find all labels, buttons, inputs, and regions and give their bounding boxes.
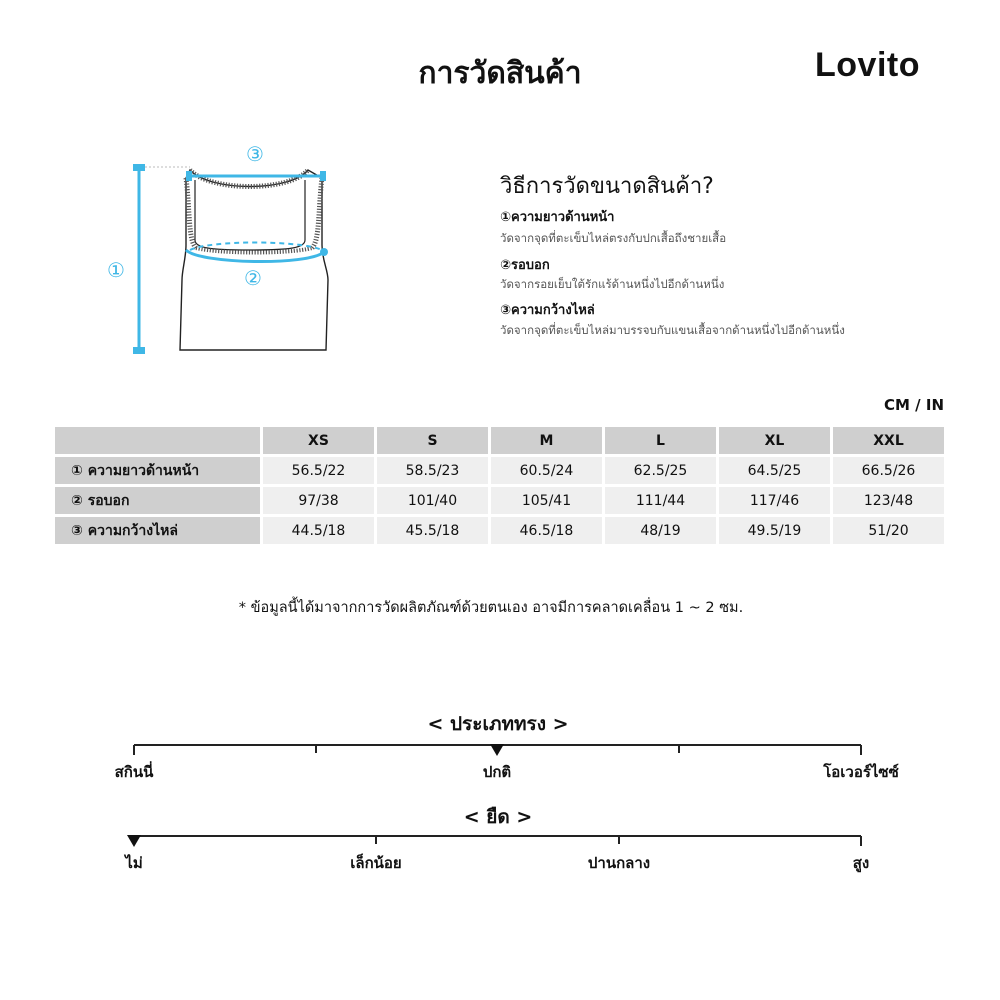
row-label: ② รอบอก [55,487,260,514]
marker-2: ② [244,266,262,290]
table-cell: 46.5/18 [491,517,602,544]
size-header: L [605,427,716,454]
table-cell: 58.5/23 [377,457,488,484]
guide-desc-length: วัดจากจุดที่ตะเข็บไหล่ตรงกับปกเสื้อถึงชายเสื้อ [500,231,727,245]
page-title: การวัดสินค้า [418,56,582,91]
table-cell: 51/20 [833,517,944,544]
guide-item-length: ①ความยาวด้านหน้า [500,210,615,225]
table-cell: 48/19 [605,517,716,544]
table-cell: 64.5/25 [719,457,830,484]
size-header: XS [263,427,374,454]
row-label: ③ ความกว้างไหล่ [55,517,260,544]
table-cell: 105/41 [491,487,602,514]
unit-label: CM / IN [884,396,944,414]
fit-label-skinny: สกินนี่ [114,763,154,781]
guide-item-shoulder: ③ความกว้างไหล่ [500,303,595,318]
table-cell: 117/46 [719,487,830,514]
stretch-label-high: สูง [852,854,870,872]
size-header: M [491,427,602,454]
row-label: ① ความยาวด้านหน้า [55,457,260,484]
fit-label-oversize: โอเวอร์ไซซ์ [823,763,899,781]
stretch-label-medium: ปานกลาง [587,854,651,872]
table-cell: 111/44 [605,487,716,514]
table-cell: 60.5/24 [491,457,602,484]
size-header: XXL [833,427,944,454]
fit-scale-title: < ประเภททรง > [427,713,569,735]
stretch-indicator-icon [127,835,141,847]
marker-3: ③ [246,142,264,166]
size-header: S [377,427,488,454]
table-cell: 123/48 [833,487,944,514]
table-row [55,517,944,544]
size-table [52,424,947,547]
table-header-row [55,427,944,454]
table-cell: 49.5/19 [719,517,830,544]
guide-desc-shoulder: วัดจากจุดที่ตะเข็บไหล่มาบรรจบกับแขนเสื้อจากด้านหนึ่งไปอีกด้านหนึ่ง [500,323,845,337]
stretch-label-none: ไม่ [125,854,143,872]
measure-guide-title: วิธีการวัดขนาดสินค้า? [500,174,714,199]
fit-indicator-icon [490,744,504,756]
stretch-scale-title: < ยืด > [463,806,533,828]
brand-logo: Lovito [815,46,920,84]
size-header: XL [719,427,830,454]
table-cell: 101/40 [377,487,488,514]
table-cell: 97/38 [263,487,374,514]
table-cell: 56.5/22 [263,457,374,484]
guide-desc-bust: วัดจากรอยเย็บใต้รักแร้ด้านหนึ่งไปอีกด้านหนึ่ง [500,277,725,291]
table-row [55,457,944,484]
measurement-note: * ข้อมูลนี้ได้มาจากการวัดผลิตภัณฑ์ด้วยตนเอง อาจมีการคลาดเคลื่อน 1 ~ 2 ซม. [238,600,744,616]
fit-scale-bar [0,735,1000,760]
stretch-label-slight: เล็กน้อย [350,854,402,872]
garment-diagram [100,140,340,365]
stretch-scale-bar [0,826,1000,851]
table-cell: 62.5/25 [605,457,716,484]
fit-label-regular: ปกติ [482,763,512,781]
table-cell: 44.5/18 [263,517,374,544]
table-row [55,487,944,514]
guide-item-bust: ②รอบอก [500,258,550,273]
table-cell: 45.5/18 [377,517,488,544]
table-cell: 66.5/26 [833,457,944,484]
marker-1: ① [107,258,125,282]
table-corner [55,427,260,454]
